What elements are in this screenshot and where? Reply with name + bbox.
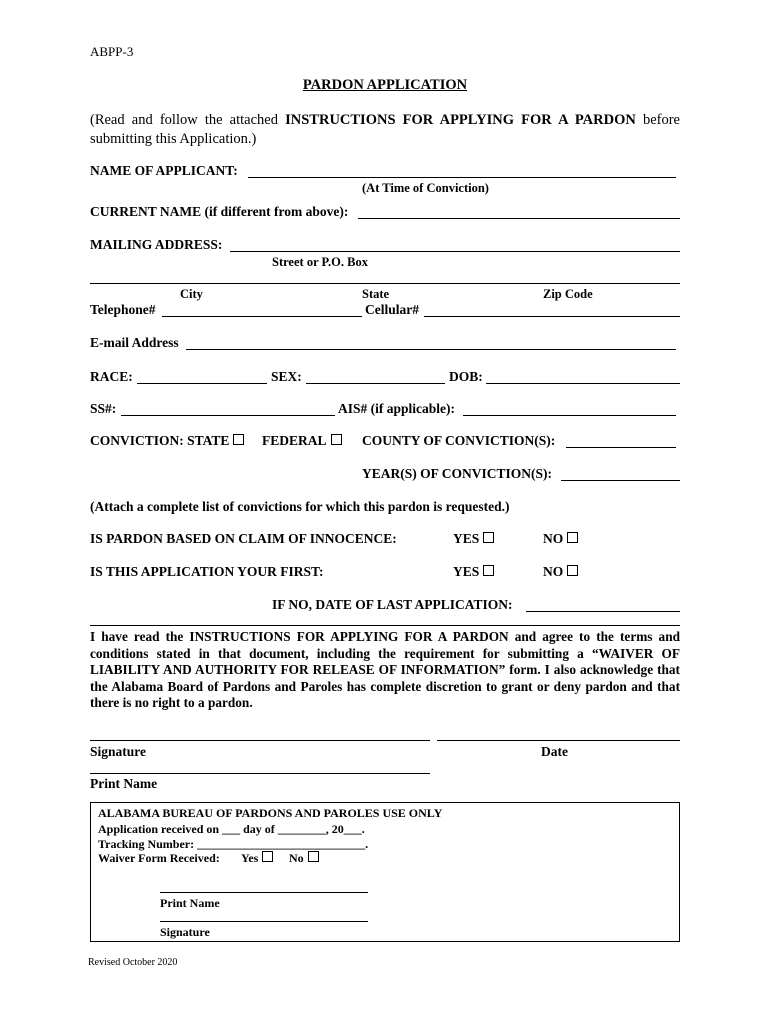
state-caption: State	[362, 287, 390, 301]
tracking-line: Tracking Number: ____________________________.	[98, 837, 369, 851]
race-label: RACE:	[90, 369, 133, 384]
attach-note: (Attach a complete list of convictions for which this pardon is requested.)	[90, 499, 510, 514]
applicant-name-field[interactable]	[248, 177, 676, 178]
street-caption: Street or P.O. Box	[272, 255, 368, 269]
sex-field[interactable]	[306, 383, 445, 384]
dob-label: DOB:	[449, 369, 483, 384]
office-signature-line[interactable]	[160, 921, 368, 922]
city-caption: City	[180, 287, 203, 301]
innocence-question: IS PARDON BASED ON CLAIM OF INNOCENCE:	[90, 531, 397, 546]
name-note: (At Time of Conviction)	[362, 181, 489, 195]
zip-caption: Zip Code	[543, 287, 593, 301]
office-print-name-label: Print Name	[160, 896, 220, 910]
dob-field[interactable]	[486, 383, 680, 384]
first-yes: YES	[453, 564, 494, 580]
cellular-label: Cellular#	[365, 302, 419, 317]
ais-label: AIS# (if applicable):	[338, 401, 456, 416]
office-print-name-line[interactable]	[160, 892, 368, 893]
first-yes-checkbox[interactable]	[483, 565, 494, 576]
city-state-zip-field[interactable]	[90, 283, 680, 284]
office-signature-label: Signature	[160, 925, 210, 939]
federal-checkbox[interactable]	[331, 434, 342, 445]
conviction-state-label: CONVICTION: STATE	[90, 433, 244, 449]
revised-note: Revised October 2020	[88, 957, 178, 968]
innocence-no: NO	[543, 531, 578, 547]
race-field[interactable]	[137, 383, 267, 384]
date-line[interactable]	[437, 740, 680, 741]
first-no-checkbox[interactable]	[567, 565, 578, 576]
state-checkbox[interactable]	[233, 434, 244, 445]
mailing-address-field[interactable]	[230, 251, 680, 252]
sex-label: SEX:	[271, 369, 302, 384]
county-field[interactable]	[566, 447, 676, 448]
innocence-yes: YES	[453, 531, 494, 547]
received-line: Application received on ___ day of ________, 20___.	[98, 822, 365, 836]
email-field[interactable]	[186, 349, 676, 350]
innocence-no-checkbox[interactable]	[567, 532, 578, 543]
page-title: PARDON APPLICATION	[302, 77, 468, 93]
innocence-yes-checkbox[interactable]	[483, 532, 494, 543]
current-name-field[interactable]	[358, 218, 680, 219]
divider	[90, 625, 680, 626]
waiver-label: Waiver Form Received:	[98, 851, 220, 865]
county-label: COUNTY OF CONVICTION(S):	[362, 433, 556, 448]
print-name-label: Print Name	[90, 776, 158, 791]
mailing-address-label: MAILING ADDRESS:	[90, 237, 223, 252]
current-name-label: CURRENT NAME (if different from above):	[90, 204, 349, 219]
ss-field[interactable]	[121, 415, 335, 416]
telephone-field[interactable]	[162, 316, 362, 317]
acknowledgement-text: I have read the INSTRUCTIONS FOR APPLYING FOR A PARDON and agree to the terms and conditions stated in that document, including the requirement for submitting a “WAIVER OF LIABILITY AND AUTHORITY FOR RELEASE OF INFORMATION” form. I also acknowledge that the Alabama Board of Pardons and Paroles has complete discretion to grant or deny pardon and that there is no right to a pardon.	[90, 629, 680, 710]
first-application-question: IS THIS APPLICATION YOUR FIRST:	[90, 564, 324, 579]
first-no: NO	[543, 564, 578, 580]
ais-field[interactable]	[463, 415, 676, 416]
year-field[interactable]	[561, 480, 680, 481]
last-application-label: IF NO, DATE OF LAST APPLICATION:	[272, 597, 513, 612]
applicant-name-label: NAME OF APPLICANT:	[90, 163, 238, 178]
ss-label: SS#:	[90, 401, 117, 416]
date-label: Date	[541, 744, 568, 759]
intro-text: (Read and follow the attached INSTRUCTIONS FOR APPLYING FOR A PARDON before submitting this Application.)	[90, 112, 680, 147]
waiver-yes-checkbox[interactable]	[262, 851, 273, 862]
cellular-field[interactable]	[424, 316, 680, 317]
waiver-no-checkbox[interactable]	[308, 851, 319, 862]
waiver-yes: Yes	[241, 850, 273, 866]
signature-line[interactable]	[90, 740, 430, 741]
year-label: YEAR(S) OF CONVICTION(S):	[362, 466, 553, 481]
telephone-label: Telephone#	[90, 302, 156, 317]
signature-label: Signature	[90, 744, 147, 759]
office-use-title: ALABAMA BUREAU OF PARDONS AND PAROLES USE ONLY	[98, 806, 443, 820]
form-id: ABPP-3	[90, 44, 134, 59]
email-label: E-mail Address	[90, 335, 179, 350]
last-application-field[interactable]	[526, 611, 680, 612]
office-use-box	[90, 802, 680, 942]
print-name-line[interactable]	[90, 773, 430, 774]
waiver-no: No	[289, 850, 319, 866]
federal-label: FEDERAL	[262, 433, 342, 449]
